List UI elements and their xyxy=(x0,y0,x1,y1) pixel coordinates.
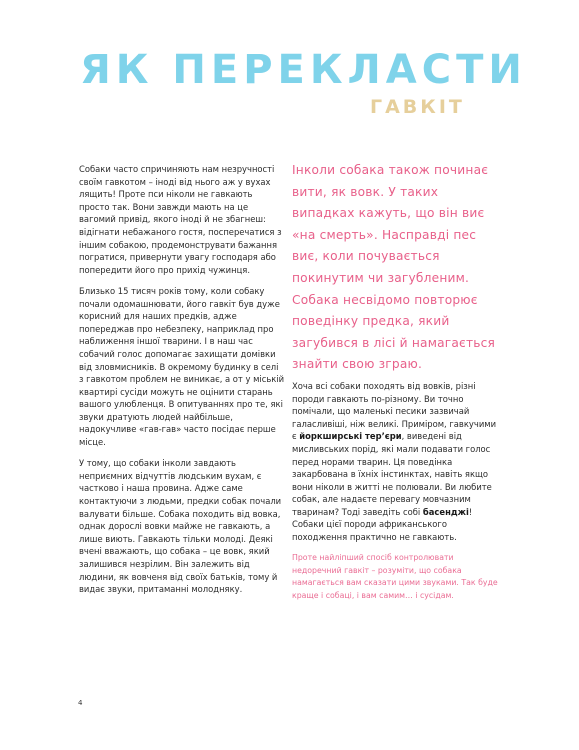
paragraph-intro: Собаки часто спричиняють нам незручності своїм гавкотом – іноді від нього аж у вухах лящить! Проте пси ніколи не гавкають просто так. Вони завжди мають на це вагомий привід, якого іноді й не збагнеш: відігнати небажаного гостя, посперечатися з іншим собакою, продемонструвати бажання погратися, привернути увагу господаря або попередити його про прихід чужинця. xyxy=(79,164,282,275)
right-column xyxy=(292,160,500,603)
breeds-text-b: , виведені від мисливських порід, які мали подавати голос перед норами тварин. Ця поведінка закарбована в їхніх інстинктах, навіть якщо вони ніколи в житті не полювали. Ви любите собак, але надаєте перевагу мовчазним тваринам? Тоді заведіть собі xyxy=(292,431,492,517)
pull-quote: Інколи собака також починає вити, як вовк. У таких випадках кажуть, що він виє «на смерть». Насправді пес виє, коли почувається покинутим чи загубленим. Собака несвідомо повторює поведінку предка, який загубився в лісі й намагається знайти свою зграю. xyxy=(292,163,496,372)
page-title: ЯК ПЕРЕКЛАСТИ xyxy=(80,47,527,93)
breed-yorkshire-terrier: йоркширські тер’єри xyxy=(299,431,402,442)
page-number: 4 xyxy=(78,699,83,707)
page-subtitle: ГАВКІТ xyxy=(370,96,465,118)
breeds-text-a: Хоча всі собаки походять від вовків, різні породи гавкають по-різному. Ви точно помічали, що маленькі песики зазвичай галасливіші, ніж великі. Приміром, гавкучими є xyxy=(292,380,497,442)
paragraph-breeds xyxy=(292,380,500,544)
breeds-text-c: ! Собаки цієї породи африканського походження практично не гавкають. xyxy=(292,506,473,543)
paragraph-history: Близько 15 тисяч років тому, коли собаку почали одомашнювати, його гавкіт був дуже корисний для наших предків, адже попереджав про небезпеку, наприклад про наближення іншої тварини. І в наш час собачий голос допомагає захищати домівки від зловмисників. В окремому будинку в селі з гавкотом проблем не виникає, а от у міській квартирі сусіди можуть не оцінити старань вашого улюбленця. В опитуваннях про те, які звуки дратують людей найбільше, надокучливе «гав-гав» часто посідає перше місце. xyxy=(79,285,285,448)
paragraph-wolves: У тому, що собаки інколи завдають неприємних відчуттів людським вухам, є частково і наша провина. Адже саме контактуючи з людьми, предки собак почали валувати більше. Собака походить від вовка, однак дорослі вовки майже не гавкають, а лише виють. Гавкають тільки молоді. Деякі вчені вважають, що собака – це вовк, який залишився незрілим. Він залежить від людини, як вовченя від своїх батьків, тому й видає звуки, притаманні молодняку. xyxy=(79,458,282,595)
left-column xyxy=(79,163,285,604)
breed-basenji: басенджі xyxy=(422,506,469,517)
highlight-note: Проте найліпший спосіб контролювати недоречний гавкіт – розуміти, що собака намагається вам сказати цими звуками. Так буде краще і собаці, і вам самим… і сусідам. xyxy=(292,553,498,601)
